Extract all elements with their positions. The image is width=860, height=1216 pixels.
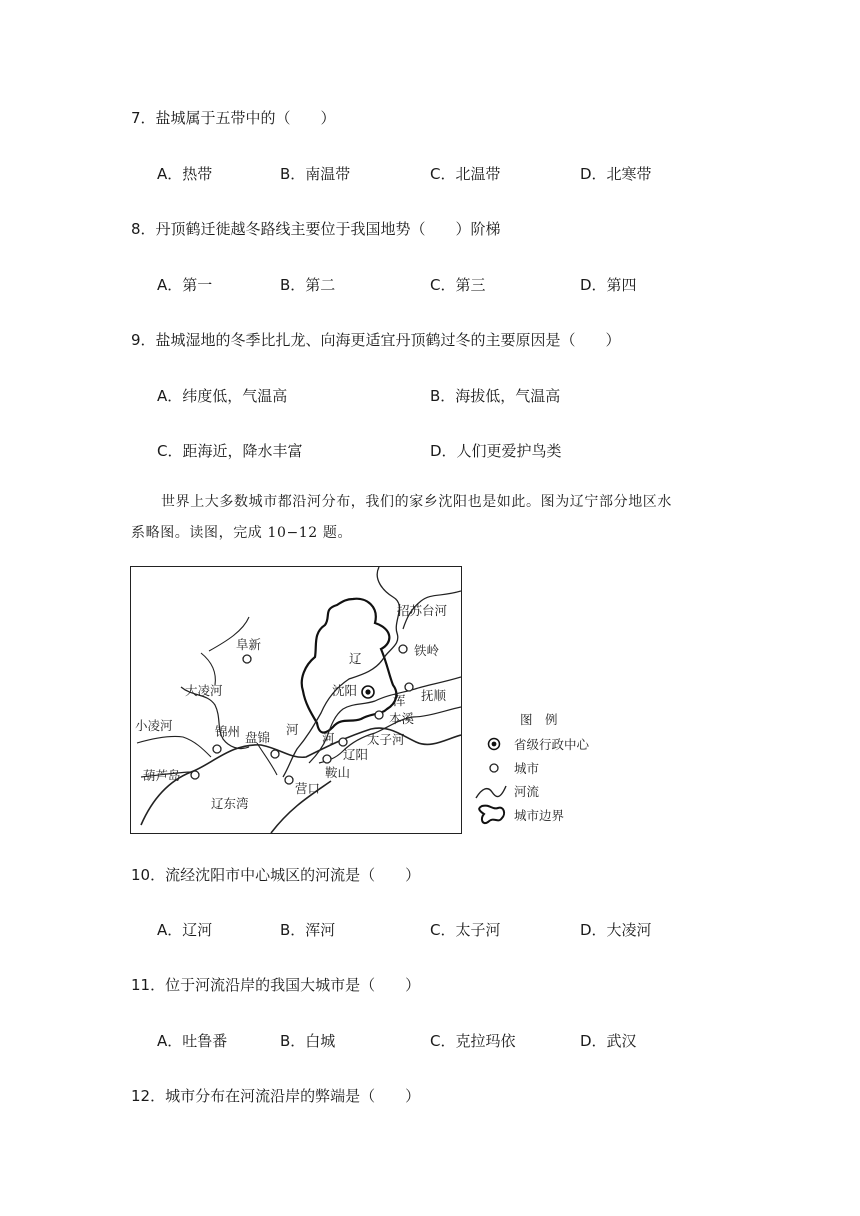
q9-option-b[interactable]: B．海拔低，气温高 — [430, 387, 561, 405]
legend-city: 城市 — [514, 761, 540, 776]
q7-option-c[interactable]: C．北温带 — [430, 165, 501, 183]
q11-option-d[interactable]: D．武汉 — [580, 1032, 637, 1050]
map-drawing — [131, 567, 461, 833]
q7-option-d[interactable]: D．北寒带 — [580, 165, 652, 183]
question-7-stem: 7．盐城属于五带中的（ ） — [131, 109, 336, 127]
label-taizihe: 太子河 — [367, 732, 405, 747]
legend-boundary: 城市边界 — [514, 808, 565, 823]
label-fuxin: 阜新 — [236, 637, 262, 652]
tieling-marker — [399, 645, 407, 653]
panjin-marker — [271, 750, 279, 758]
label-hun: 浑 — [393, 693, 406, 708]
daling-upper — [201, 653, 215, 685]
legend-capital: 省级行政中心 — [514, 737, 590, 752]
q8-option-c[interactable]: C．第三 — [430, 276, 486, 294]
question-8-stem: 8．丹顶鹤迁徙越冬路线主要位于我国地势（ ）阶梯 — [131, 220, 501, 238]
xiaoling-river — [137, 736, 211, 757]
coastline — [141, 728, 461, 825]
label-liaoyang: 辽阳 — [343, 747, 369, 762]
shenyang-capital-marker — [362, 686, 374, 698]
q11-option-b[interactable]: B．白城 — [280, 1032, 336, 1050]
q11-option-c[interactable]: C．克拉玛依 — [430, 1032, 516, 1050]
question-10-stem: 10．流经沈阳市中心城区的河流是（ ） — [131, 866, 421, 884]
anshan-marker — [323, 755, 331, 763]
label-tieling: 铁岭 — [414, 643, 440, 658]
panjin-river — [257, 743, 277, 775]
question-9-stem: 9．盐城湿地的冬季比扎龙、向海更适宜丹顶鹤过冬的主要原因是（ ） — [131, 331, 621, 349]
legend-boundary-symbol — [479, 806, 504, 824]
liaoning-river-map — [130, 566, 462, 834]
yingkou-marker — [285, 776, 293, 784]
q9-option-a[interactable]: A．纬度低，气温高 — [157, 387, 288, 405]
label-dalinghe: 大凌河 — [185, 683, 223, 698]
label-huludao: 葫芦岛 — [143, 768, 181, 783]
q10-option-c[interactable]: C．太子河 — [430, 921, 501, 939]
map-legend — [470, 706, 650, 830]
intro-line-2: 系略图。读图，完成 10−12 题。 — [131, 525, 353, 541]
legend-title: 图 例 — [520, 712, 558, 727]
label-xiaolinghe: 小凌河 — [135, 718, 173, 733]
fuxin-marker — [243, 655, 251, 663]
q10-option-a[interactable]: A．辽河 — [157, 921, 213, 939]
q9-option-d[interactable]: D．人们更爱护鸟类 — [430, 442, 562, 460]
label-liao: 辽 — [349, 651, 362, 666]
label-he-1: 河 — [286, 722, 299, 737]
legend-river: 河流 — [514, 784, 540, 799]
label-zhaosutai: 招苏台河 — [397, 603, 448, 618]
q8-option-b[interactable]: B．第二 — [280, 276, 336, 294]
label-panjin: 盘锦 — [245, 730, 271, 745]
q11-option-a[interactable]: A．吐鲁番 — [157, 1032, 228, 1050]
q10-option-d[interactable]: D．大凌河 — [580, 921, 652, 939]
question-11-stem: 11．位于河流沿岸的我国大城市是（ ） — [131, 976, 421, 994]
label-fushun: 抚顺 — [421, 688, 447, 703]
legend-river-symbol — [476, 786, 506, 798]
q8-option-a[interactable]: A．第一 — [157, 276, 213, 294]
jinzhou-marker — [213, 745, 221, 753]
liaoyang-marker — [339, 738, 347, 746]
question-12-stem: 12．城市分布在河流沿岸的弊端是（ ） — [131, 1087, 421, 1105]
label-shenyang: 沈阳 — [332, 683, 358, 698]
label-he-2: 河 — [322, 731, 335, 746]
q10-option-b[interactable]: B．浑河 — [280, 921, 336, 939]
benxi-marker — [375, 711, 383, 719]
q9-option-c[interactable]: C．距海近，降水丰富 — [157, 442, 303, 460]
fushun-marker — [405, 683, 413, 691]
huludao-marker — [191, 771, 199, 779]
label-yingkou: 营口 — [295, 781, 321, 796]
intro-line-1: 世界上大多数城市都沿河分布，我们的家乡沈阳也是如此。图为辽宁部分地区水 — [161, 494, 672, 510]
label-anshan: 鞍山 — [325, 765, 351, 780]
label-benxi: 本溪 — [389, 711, 415, 726]
label-liaodongwan: 辽东湾 — [211, 796, 249, 811]
q7-option-a[interactable]: A．热带 — [157, 165, 213, 183]
q7-option-b[interactable]: B．南温带 — [280, 165, 351, 183]
q8-option-d[interactable]: D．第四 — [580, 276, 637, 294]
label-jinzhou: 锦州 — [215, 724, 241, 739]
